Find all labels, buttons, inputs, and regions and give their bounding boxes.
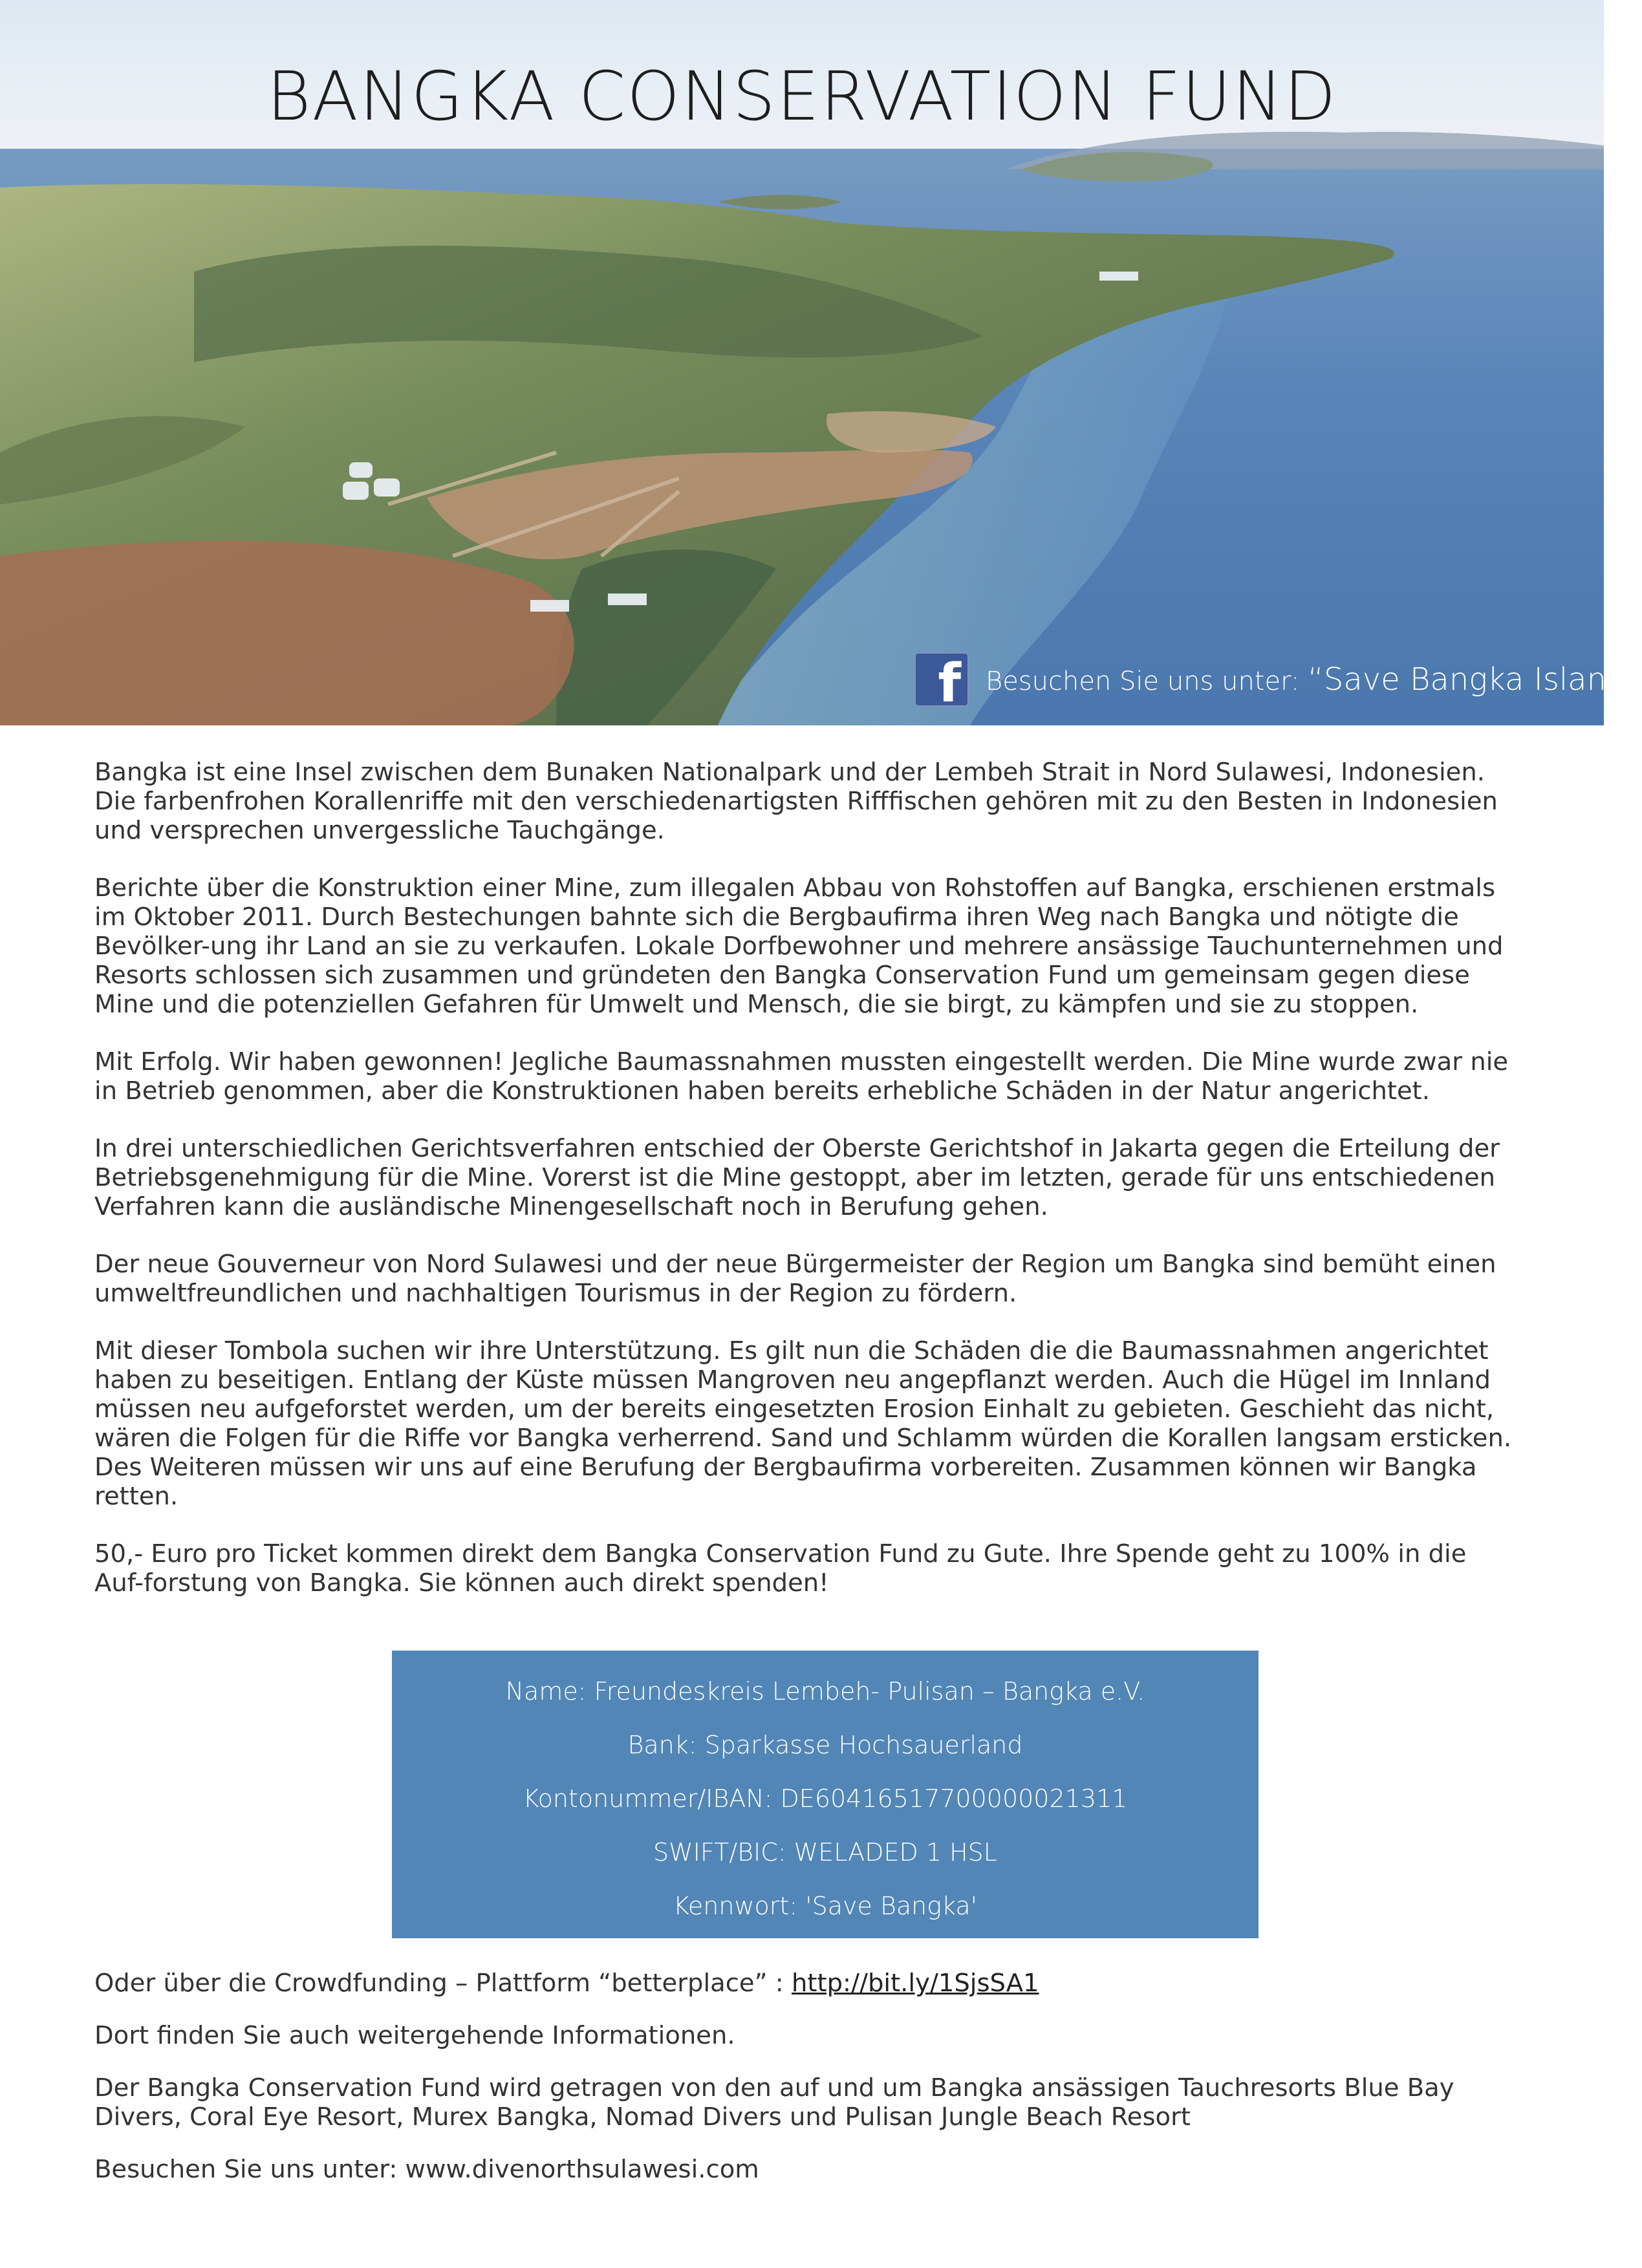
footer <box>94 1969 1517 2207</box>
paragraph-mine-history: Berichte über die Konstruktion einer Mine, zum illegalen Abbau von Rohstoffen auf Bangka, erschienen erstmals im Oktober 2011. Durch Bestechungen bahnte sich die Bergbaufirma ihren Weg nach Bangka und nötigte die Bevölker-ung ihr Land an sie zu verkaufen. Lokale Dorfbewohner und mehrere ansässige Tauchunternehmen und Resorts schlossen sich zusammen und gründeten den Bangka Conservation Fund um gemeinsam gegen diese Mine und die potenziellen Gefahren für Umwelt und Mensch, die sie birgt, zu kämpfen und sie zu stoppen. <box>94 873 1504 1019</box>
paragraph-success: Mit Erfolg. Wir haben gewonnen! Jegliche Baumassnahmen mussten eingestellt werden. Die Mine wurde zwar nie in Betrieb genommen, aber die Konstruktionen haben bereits erhebliche Schäden in der Natur angerichtet. <box>94 1047 1509 1106</box>
website-text: Besuchen Sie uns unter: www.divenorthsulawesi.com <box>94 2155 759 2184</box>
paragraph-intro: Bangka ist eine Insel zwischen dem Bunaken Nationalpark und der Lembeh Strait in Nord Sulawesi, Indonesien. Die farbenfrohen Korallenriffe mit den verschiedenartigsten Rifffischen gehören mit zu den Besten in Indonesien und versprechen unvergessliche Tauchgänge. <box>94 758 1498 845</box>
supporters-text: Der Bangka Conservation Fund wird getragen von den auf und um Bangka ansässigen Tauchresorts Blue Bay Divers, Coral Eye Resort, Murex Bangka, Nomad Divers und Pulisan Jungle Beach Resort <box>94 2073 1454 2132</box>
paragraph-ticket: 50,- Euro pro Ticket kommen direkt dem Bangka Conservation Fund zu Gute. Ihre Spende geht zu 100% in die Auf-forstung von Bangka. Sie können auch direkt spenden! <box>94 1539 1467 1598</box>
facebook-prefix: Besuchen Sie uns unter: <box>986 667 1308 696</box>
hero-photo <box>0 0 1642 725</box>
more-info-text: Dort finden Sie auch weitergehende Informationen. <box>94 2021 735 2050</box>
bank-details-box <box>392 1651 1259 1938</box>
bank-account-name: Name: Freundeskreis Lembeh- Pulisan – Bangka e.V. <box>505 1677 1145 1706</box>
bank-iban: Kontonummer/IBAN: DE60416517700000021311 <box>523 1784 1128 1813</box>
page-title: BANGKA CONSERVATION FUND <box>266 57 1337 136</box>
article-body <box>94 758 1517 1626</box>
facebook-page-name: “Save Bangka Island” <box>1308 661 1642 698</box>
bank-keyword: Kennwort: 'Save Bangka' <box>673 1892 978 1920</box>
paragraph-court: In drei unterschiedlichen Gerichtsverfahren entschied der Oberste Gerichtshof in Jakarta gegen die Erteilung der Betriebsgenehmigung für die Mine. Vorerst ist die Mine gestoppt, aber im letzten, gerade für uns entschiedenen Verfahren kann die ausländische Minengesellschaft noch in Berufung gehen. <box>94 1134 1500 1221</box>
facebook-caption <box>986 661 1642 698</box>
facebook-icon[interactable]: f <box>914 652 969 707</box>
crowdfunding-text: Oder über die Crowdfunding – Plattform “betterplace” : <box>94 1969 792 1998</box>
paragraph-tombola: Mit dieser Tombola suchen wir ihre Unterstützung. Es gilt nun die Schäden die die Baumassnahmen angerichtet haben zu beseitigen. Entlang der Küste müssen Mangroven neu angepflanzt werden. Auch die Hügel im Innland müssen neu aufgeforstet werden, um der bereits eingesetzten Erosion Einhalt zu gebieten. Geschieht das nicht, wären die Folgen für die Riffe vor Bangka verherrend. Sand und Schlamm würden die Korallen langsam ersticken. Des Weiteren müssen wir uns auf eine Berufung der Bergbaufirma vorbereiten. Zusammen können wir Bangka retten. <box>94 1336 1512 1511</box>
crowdfunding-link[interactable]: http://bit.ly/1SjsSA1 <box>792 1969 1039 1998</box>
facebook-link[interactable] <box>914 652 1642 714</box>
paragraph-governor: Der neue Gouverneur von Nord Sulawesi und der neue Bürgermeister der Region um Bangka sind bemüht einen umweltfreundlichen und nachhaltigen Tourismus in der Region zu fördern. <box>94 1250 1496 1308</box>
bank-bic: SWIFT/BIC: WELADED 1 HSL <box>653 1838 997 1867</box>
crowdfunding-line <box>94 1969 1517 1998</box>
bank-name: Bank: Sparkasse Hochsauerland <box>627 1731 1023 1759</box>
